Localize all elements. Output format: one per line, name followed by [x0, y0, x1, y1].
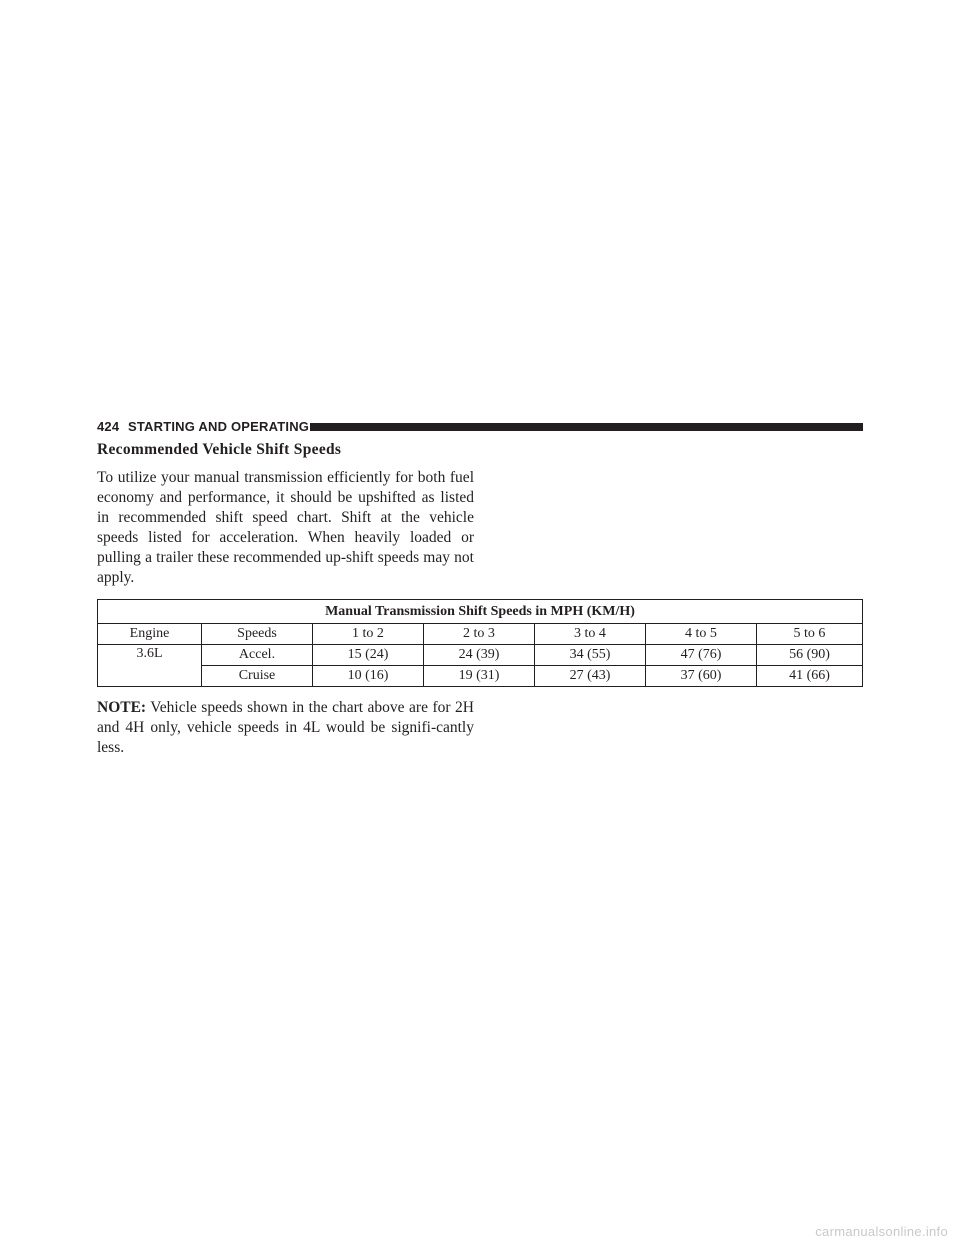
table-cell: 41 (66)	[757, 666, 863, 687]
table-row	[98, 645, 863, 666]
table-cell: 47 (76)	[646, 645, 757, 666]
table-cell: 56 (90)	[757, 645, 863, 666]
shift-speed-table	[97, 599, 863, 687]
table-header-row	[98, 624, 863, 645]
table-title-row	[98, 600, 863, 624]
table-cell: 15 (24)	[313, 645, 424, 666]
table-cell: 10 (16)	[313, 666, 424, 687]
page-header	[97, 418, 863, 438]
table-row	[98, 666, 863, 687]
table-cell: 27 (43)	[535, 666, 646, 687]
header-2to3: 2 to 3	[424, 624, 535, 645]
header-engine: Engine	[98, 624, 202, 645]
header-5to6: 5 to 6	[757, 624, 863, 645]
speed-label: Accel.	[202, 645, 313, 666]
header-rule	[310, 423, 863, 431]
header-speeds: Speeds	[202, 624, 313, 645]
speed-label: Cruise	[202, 666, 313, 687]
header-1to2: 1 to 2	[313, 624, 424, 645]
header-3to4: 3 to 4	[535, 624, 646, 645]
header-4to5: 4 to 5	[646, 624, 757, 645]
watermark: carmanualsonline.info	[815, 1224, 948, 1239]
note-paragraph	[97, 698, 474, 758]
section-title: STARTING AND OPERATING	[128, 419, 310, 434]
table-cell: 24 (39)	[424, 645, 535, 666]
note-text: Vehicle speeds shown in the chart above are for 2H and 4H only, vehicle speeds in 4L would be signifi-cantly less.	[97, 699, 474, 756]
section-heading: Recommended Vehicle Shift Speeds	[97, 441, 342, 458]
table-cell: 37 (60)	[646, 666, 757, 687]
table-cell: 19 (31)	[424, 666, 535, 687]
page-number: 424	[97, 419, 120, 434]
table-cell: 34 (55)	[535, 645, 646, 666]
engine-cell: 3.6L	[98, 645, 202, 687]
note-label: NOTE:	[97, 699, 147, 716]
table-title: Manual Transmission Shift Speeds in MPH (KM/H)	[98, 600, 863, 624]
body-paragraph: To utilize your manual transmission efficiently for both fuel economy and performance, it should be upshifted as listed in recommended shift speed chart. Shift at the vehicle speeds listed for acceleration. When heavily loaded or pulling a trailer these recommended up-shift speeds may not apply.	[97, 469, 474, 586]
